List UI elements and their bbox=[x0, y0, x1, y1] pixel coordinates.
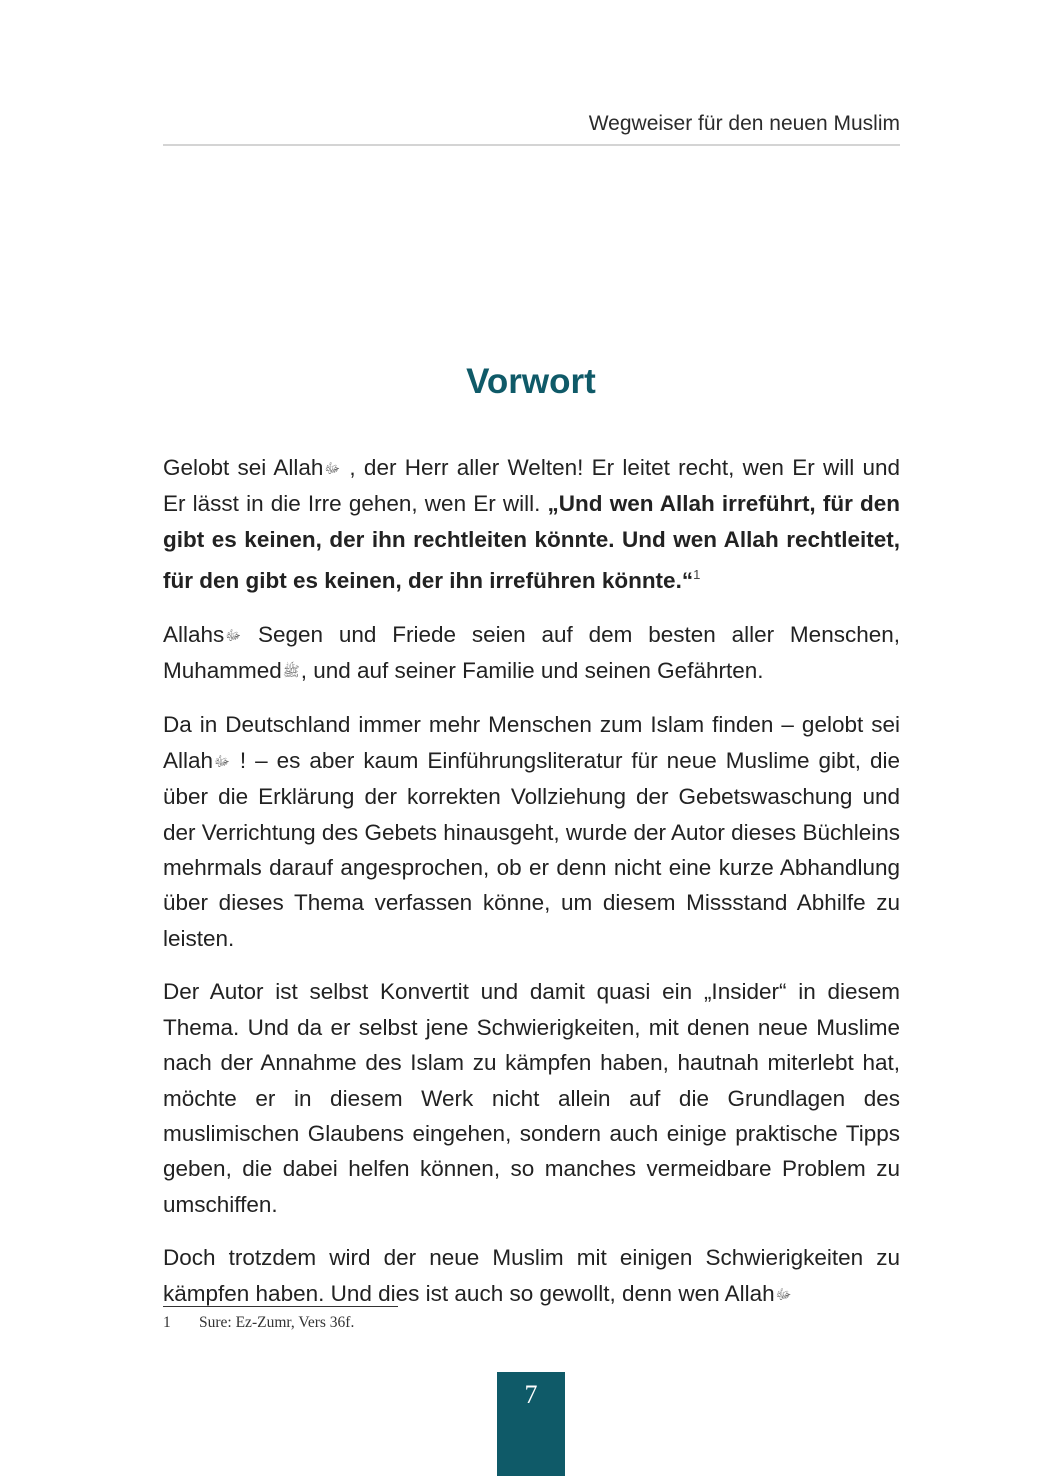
allah-honorific-icon: ﷻ bbox=[214, 752, 230, 769]
footnote-text: Sure: Ez-Zumr, Vers 36f. bbox=[199, 1314, 355, 1331]
paragraph-2: Allahsﷻ Segen und Friede seien auf dem besten aller Menschen, Muhammedﷺ, und auf seiner Familie und seinen Gefährten. bbox=[163, 621, 900, 684]
quran-quote: „Und wen Allah irreführt, für den gibt es keinen, der ihn rechtleiten könnte. Und wen Allah rechtleitet, für den gibt es keinen, der ihn irreführen könnte.“ bbox=[163, 491, 900, 594]
footnote-divider bbox=[163, 1306, 398, 1307]
paragraph-4: Der Autor ist selbst Konvertit und damit quasi ein „Insider“ in diesem Thema. Und da er selbst jene Schwierigkeiten, mit denen neue Muslime nach der Annahme des Islam zu kämpfen haben, hautnah miterlebt hat, möchte er in diesem Werk nicht allein auf die Grundlagen des muslimischen Glaubens eingehen, sondern auch einige praktische Tipps geben, die dabei helfen können, so manches vermeidbare Problem zu umschiffen. bbox=[163, 979, 900, 1217]
body-text bbox=[163, 450, 900, 1330]
paragraph-1: Gelobt sei Allahﷻ , der Herr aller Welten! Er leitet recht, wen Er will und Er lässt in die Irre gehen, wen Er will. „Und wen Allah irreführt, für den gibt es keinen, der ihn rechtleiten könnte. Und wen Allah rechtleitet, für den gibt es keinen, der ihn irreführen könnte.“$^1$ bbox=[163, 455, 900, 594]
footnote-reference[interactable]: 1 bbox=[693, 567, 701, 583]
allah-honorific-icon: ﷻ bbox=[775, 1285, 792, 1302]
page-number-box bbox=[497, 1372, 565, 1476]
page-number: 7 bbox=[524, 1380, 538, 1409]
chapter-title: Vorwort bbox=[466, 362, 596, 401]
allah-honorific-icon: ﷻ bbox=[324, 460, 341, 476]
running-header-title: Wegweiser für den neuen Muslim bbox=[588, 112, 900, 135]
paragraph-3: Da in Deutschland immer mehr Menschen zum Islam finden – gelobt sei Allahﷻ ! – es aber kaum Einführungsliteratur für neue Muslime gibt, die über die Erklärung der korrekten Vollziehung der Gebetswaschung und der Verrichtung des Gebets hinausgeht, wurde der Autor dieses Büchleins mehrmals darauf angesprochen, ob er denn nicht eine kurze Abhandlung über dieses Thema verfassen könne, um diesem Missstand Abhilfe zu leisten. bbox=[163, 712, 900, 951]
prophet-salutation-icon: ﷺ bbox=[282, 663, 300, 680]
footnote bbox=[163, 1314, 763, 1332]
running-header bbox=[163, 112, 900, 146]
allah-honorific-icon: ﷻ bbox=[225, 626, 242, 643]
footnote-number: 1 bbox=[163, 1314, 171, 1331]
paragraph-5: Doch trotzdem wird der neue Muslim mit einigen Schwierigkeiten zu kämpfen haben. Und dies ist auch so gewollt, denn wen Allahﷻ bbox=[163, 1245, 900, 1306]
